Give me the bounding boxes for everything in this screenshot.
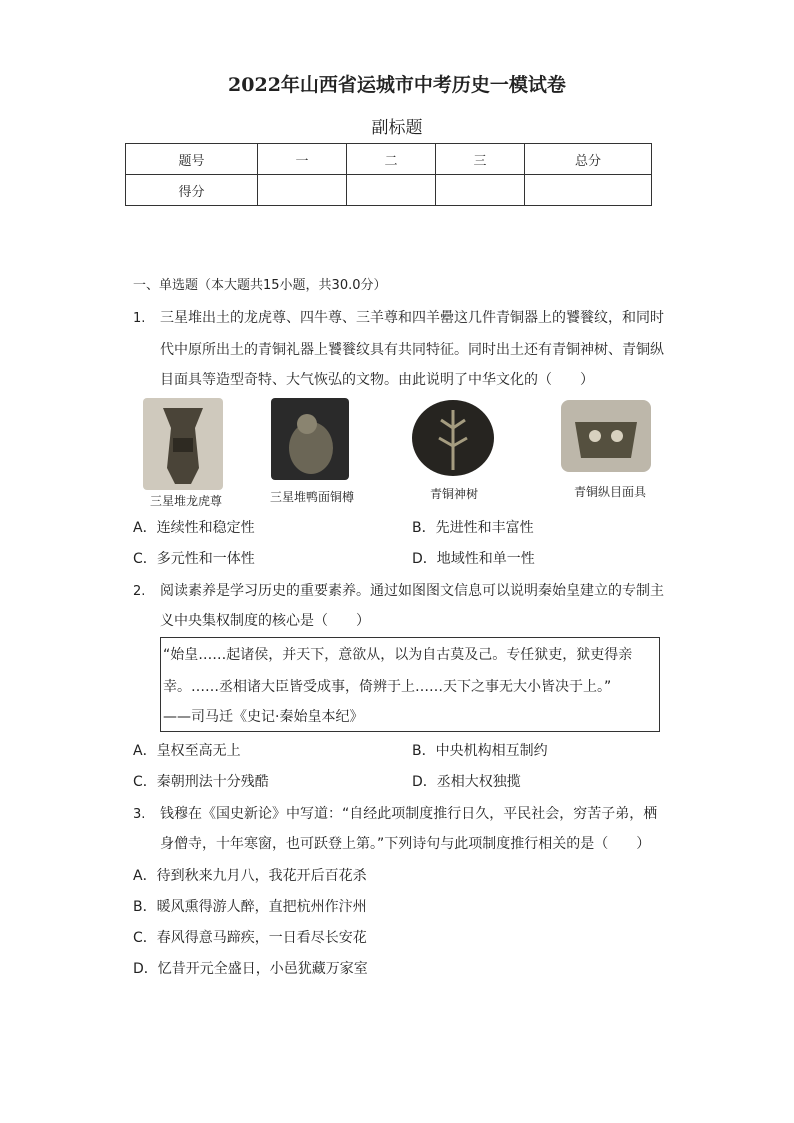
question-stem-line: 目面具等造型奇特、大气恢弘的文物。由此说明了中华文化的（ ） (160, 372, 594, 388)
image-caption: 青铜纵目面具 (573, 485, 646, 499)
quote-source: ——司马迁《史记·秦始皇本纪》 (163, 709, 364, 725)
question-stem-line: 代中原所出土的青铜礼器上饕餮纹具有共同特征。同时出土还有青铜神树、青铜纵 (160, 342, 664, 358)
question-stem-line: 义中央集权制度的核心是（ ） (160, 613, 370, 629)
option-c[interactable]: C．多元性和一体性 (133, 551, 255, 567)
question-number: 3. (133, 807, 146, 822)
dragon-tiger-zun-image (143, 398, 223, 490)
option-a[interactable]: A．皇权至高无上 (133, 743, 241, 759)
score-cell (436, 175, 525, 206)
option-b[interactable]: B．暖风熏得游人醉，直把杭州作汴州 (133, 899, 367, 915)
score-header-cell: 题号 (126, 144, 258, 175)
question-number: 2. (133, 584, 146, 599)
score-table (125, 143, 652, 206)
bronze-mask-image (561, 400, 651, 472)
score-header-cell: 三 (436, 144, 525, 175)
score-row-label: 得分 (126, 175, 258, 206)
exam-title: 2022年山西省运城市中考历史一模试卷 (228, 74, 566, 96)
score-cell (258, 175, 347, 206)
option-c[interactable]: C．秦朝刑法十分残酷 (133, 774, 269, 790)
option-b[interactable]: B．先进性和丰富性 (412, 520, 534, 536)
question-stem-line: 身僧寺，十年寒窗，也可跃登上第。”下列诗句与此项制度推行相关的是（ ） (160, 836, 651, 852)
option-a[interactable]: A．连续性和稳定性 (133, 520, 255, 536)
score-cell (525, 175, 652, 206)
exam-subtitle: 副标题 (371, 118, 423, 138)
duck-face-bronze-image (271, 398, 349, 480)
option-b[interactable]: B．中央机构相互制约 (412, 743, 548, 759)
score-cell (347, 175, 436, 206)
bronze-sacred-tree-image (411, 398, 495, 478)
image-caption: 三星堆鸭面铜樽 (269, 490, 354, 504)
score-header-cell: 一 (258, 144, 347, 175)
quote-line: 幸。……丞相诸大臣皆受成事，倚辨于上……天下之事无大小皆决于上。” (163, 679, 612, 695)
score-header-cell: 二 (347, 144, 436, 175)
question-stem-line: 三星堆出土的龙虎尊、四牛尊、三羊尊和四羊罍这几件青铜器上的饕餮纹，和同时 (160, 310, 664, 326)
question-number: 1. (133, 311, 146, 326)
question-stem-line: 阅读素养是学习历史的重要素养。通过如图图文信息可以说明秦始皇建立的专制主 (160, 583, 664, 599)
image-caption: 三星堆龙虎尊 (149, 494, 222, 508)
option-c[interactable]: C．春风得意马蹄疾，一日看尽长安花 (133, 930, 367, 946)
image-caption: 青铜神树 (429, 487, 478, 501)
option-a[interactable]: A．待到秋来九月八，我花开后百花杀 (133, 868, 367, 884)
option-d[interactable]: D．忆昔开元全盛日，小邑犹藏万家室 (133, 961, 368, 977)
score-table-header-row (126, 144, 652, 175)
option-d[interactable]: D．丞相大权独揽 (412, 774, 521, 790)
question-stem-line: 钱穆在《国史新论》中写道：“自经此项制度推行日久，平民社会，穷苦子弟，栖 (160, 806, 658, 822)
option-d[interactable]: D．地域性和单一性 (412, 551, 535, 567)
section-heading: 一、单选题（本大题共15小题，共30.0分） (133, 278, 387, 293)
score-header-cell: 总分 (525, 144, 652, 175)
score-table-row (126, 175, 652, 206)
quote-line: “始皇……起诸侯，并天下，意欲从，以为自古莫及己。专任狱吏，狱吏得亲 (163, 647, 633, 663)
